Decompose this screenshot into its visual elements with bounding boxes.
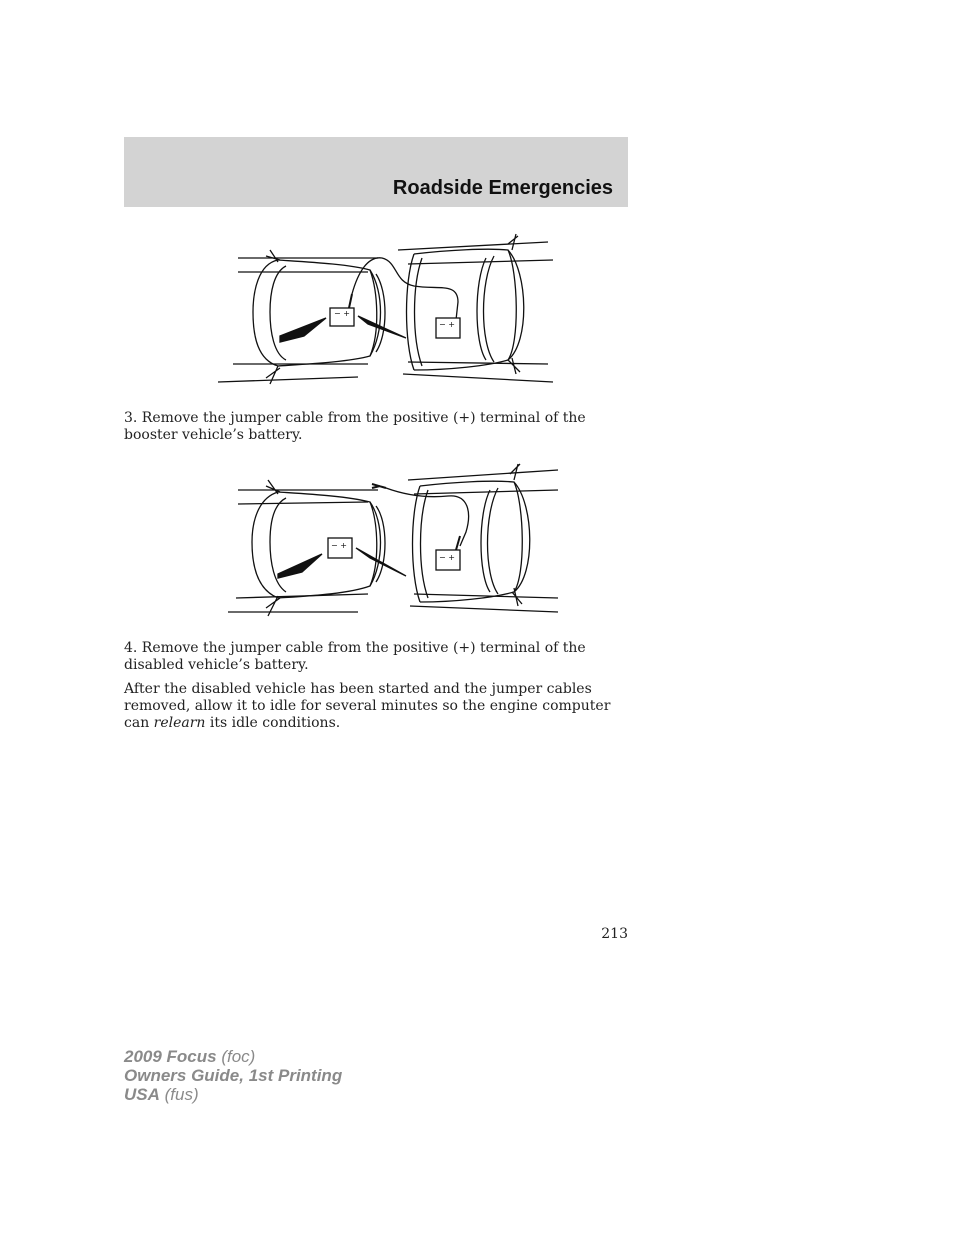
disabled-vehicle-drawing bbox=[398, 234, 553, 382]
jump-start-illustration-2 bbox=[228, 462, 560, 624]
battery-symbol: − + bbox=[334, 309, 350, 318]
battery-symbol: − + bbox=[439, 320, 455, 329]
after-start-note: After the disabled vehicle has been started and the jumper cables removed, allow it to idle for several minutes so the engine computer can relearn its idle conditions. bbox=[124, 681, 611, 731]
loose-cable-clamp bbox=[372, 484, 386, 488]
step-4-text: 4. Remove the jumper cable from the positive (+) terminal of the disabled vehicle’s battery. bbox=[124, 640, 586, 673]
battery-symbol: − + bbox=[439, 553, 455, 562]
booster-vehicle-drawing bbox=[218, 250, 406, 384]
document-footer: 2009 Focus (foc) Owners Guide, 1st Printing USA (fus) bbox=[124, 1047, 343, 1104]
jumper-cable bbox=[352, 258, 458, 320]
page-number: 213 bbox=[601, 926, 628, 942]
section-title: Roadside Emergencies bbox=[392, 177, 613, 199]
jump-start-illustration-1 bbox=[218, 232, 558, 394]
disabled-vehicle-drawing bbox=[408, 464, 558, 612]
jumper-cable bbox=[386, 488, 469, 546]
battery-symbol: − + bbox=[331, 541, 347, 550]
step-3-text: 3. Remove the jumper cable from the positive (+) terminal of the booster vehicle’s battery. bbox=[124, 410, 586, 443]
booster-vehicle-drawing bbox=[228, 480, 406, 616]
section-header-band bbox=[124, 137, 628, 207]
